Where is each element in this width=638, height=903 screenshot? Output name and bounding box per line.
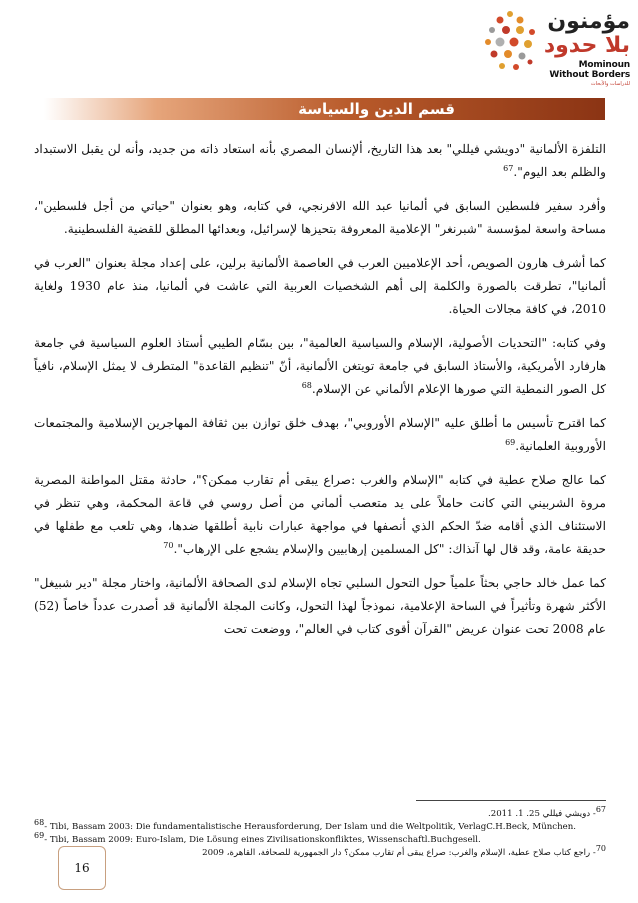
logo-arabic-line1: مؤمنون [547, 9, 630, 34]
paragraph-text: كما اقترح تأسيس ما أطلق عليه "الإسلام الأوروبي"، بهدف خلق توازن بين ثقافة المهاجرين الإسلامية والمجتمعات الأوروبية العلمانية. [34, 416, 606, 453]
section-title: قسم الدين والسياسة [298, 100, 455, 118]
paragraph [34, 572, 606, 641]
paragraph-text: كما عمل خالد حاجي بحثاً علمياً حول التحول السلبي تجاه الإسلام لدى الصحافة الألمانية، واختار مجلة "دير شبيغل" الأكثر شهرة وتأثيراً في الساحة الإعلامية، نموذجاً لهذا التحول، وكانت المجلة الألمانية قد أصدرت عدداً خاصاً (52) عام 2008 تحت عنوان عريض "القرآن أقوى كتاب في العالم"، ووضعت تحت [34, 576, 606, 636]
logo-arabic-line2: بلا حدود [543, 33, 630, 58]
footnote-ref[interactable]: 67 [503, 163, 514, 173]
paragraph-text: وفي كتابه: "التحديات الأصولية، الإسلام والسياسية العالمية"، بين بسّام الطيبي أستاذ العلوم السياسية في جامعة هارفارد الأمريكية، والأستاذ السابق في جامعة تويتغن الألمانية، أنّ "تنظيم القاعدة" المتطرف لا يمثل الإسلام، نافياً كل الصور النمطية التي صورها الإعلام الألماني عن الإسلام. [34, 336, 606, 396]
footnote-divider [416, 800, 606, 801]
footnote-item: $^{67}$- دويشي فيللي 25. 1. 2011. [488, 805, 606, 819]
paragraph [34, 252, 606, 321]
logo-wordmark [538, 10, 630, 87]
paragraph [34, 138, 606, 184]
logo-tagline: للدراسات والأبحاث [590, 81, 630, 87]
paragraph [34, 195, 606, 241]
paragraph-text: كما أشرف هارون الصويص، أحد الإعلاميين العرب في العاصمة الألمانية برلين، على إعداد مجلة بعنوان "العرب في ألمانيا"، تطرقت بالصورة والكلمة إلى أهم الشخصيات العربية التي عاشت في ألمانيا، منذ عام 1930 ولغاية 2010، في كافة مجالات الحياة. [34, 256, 607, 316]
paragraph [34, 332, 606, 401]
footnotes [34, 800, 606, 860]
section-banner [44, 98, 605, 120]
paragraph [34, 412, 606, 458]
footnote-number: 70 [595, 844, 606, 854]
footnote-number: 68 [34, 818, 45, 828]
footnote-text: دويشي فيللي 25. 1. 2011. [488, 809, 591, 819]
footnote-ref[interactable]: 69 [505, 437, 516, 447]
paragraph-text: كما عالج صلاح عطية في كتابه "الإسلام والغرب :صراع يبقى أم تقارب ممكن؟"، حادثة مقتل المواطنة المصرية مروة الشربيني التي كانت حاملاً على يد متعصب ألماني من أصل روسي في قاعة المحكمة، وهي تنظر في الاستئناف الذي أقامه ضدّ الحكم الذي أنصفها في مواجهة عبارات نابية أطلقها ضدها، وهي تلعب مع طفلها في حديقة عامة، وقد قال لها آنذاك: "كل المسلمين إرهابيين والإسلام يشجع على الإرهاب". [34, 473, 606, 556]
footnote-number: 67 [595, 805, 606, 815]
paragraph-text: التلفزة الألمانية "دويشي فيللي" بعد هذا التاريخ، ألإنسان المصري بأنه استعاد ذاته من جديد، وأنه لن يقبل الاستبداد والظلم بعد اليوم". [34, 142, 606, 179]
footnote-number: 69 [34, 831, 45, 841]
footnote-text: Tibi, Bassam 2003: Die fundamentalistische Herausforderung, Der Islam und die Weltpolitik, VerlagC.H.Beck, München. [49, 822, 576, 832]
paragraph [34, 469, 606, 561]
footnote-ref[interactable]: 70 [163, 540, 174, 550]
logo-english: Mominoun Without Borders [549, 60, 630, 80]
footnote-item: $^{68}$- Tibi, Bassam 2003: Die fundamentalistische Herausforderung, Der Islam und die Weltpolitik, VerlagC.H.Beck, München. [34, 818, 576, 832]
article-body [34, 138, 606, 652]
page-number: 16 [58, 846, 106, 890]
paragraph-text: وأفرد سفير فلسطين السابق في ألمانيا عبد الله الافرنجي، في كتابه، وهو بعنوان "حياتي من أجل فلسطين"، مساحة واسعة لمؤسسة "شبرنغر" الإعلامية المعروفة بتحيزها لإسرائيل، وبعدائها المطلق للقضية الفلسطينية. [34, 199, 606, 236]
logo-dots-icon [480, 6, 540, 76]
footnote-item: $^{70}$- راجع كتاب صلاح عطية، الإسلام والغرب: صراع يبقى أم تقارب ممكن؟ دار الجمهورية للصحافة، القاهرة، 2009 [202, 844, 606, 858]
footnote-text: Tibi, Bassam 2009: Euro-Islam, Die Lösung eines Zivilisationskonfliktes, Wissenschaftl.Buchgesell. [49, 835, 481, 845]
footnote-item: $^{69}$- Tibi, Bassam 2009: Euro-Islam, Die Lösung eines Zivilisationskonfliktes, Wissenschaftl.Buchgesell. [34, 831, 481, 845]
footnote-text: راجع كتاب صلاح عطية، الإسلام والغرب: صراع يبقى أم تقارب ممكن؟ دار الجمهورية للصحافة، القاهرة، 2009 [202, 848, 591, 858]
footnote-ref[interactable]: 68 [301, 380, 312, 390]
